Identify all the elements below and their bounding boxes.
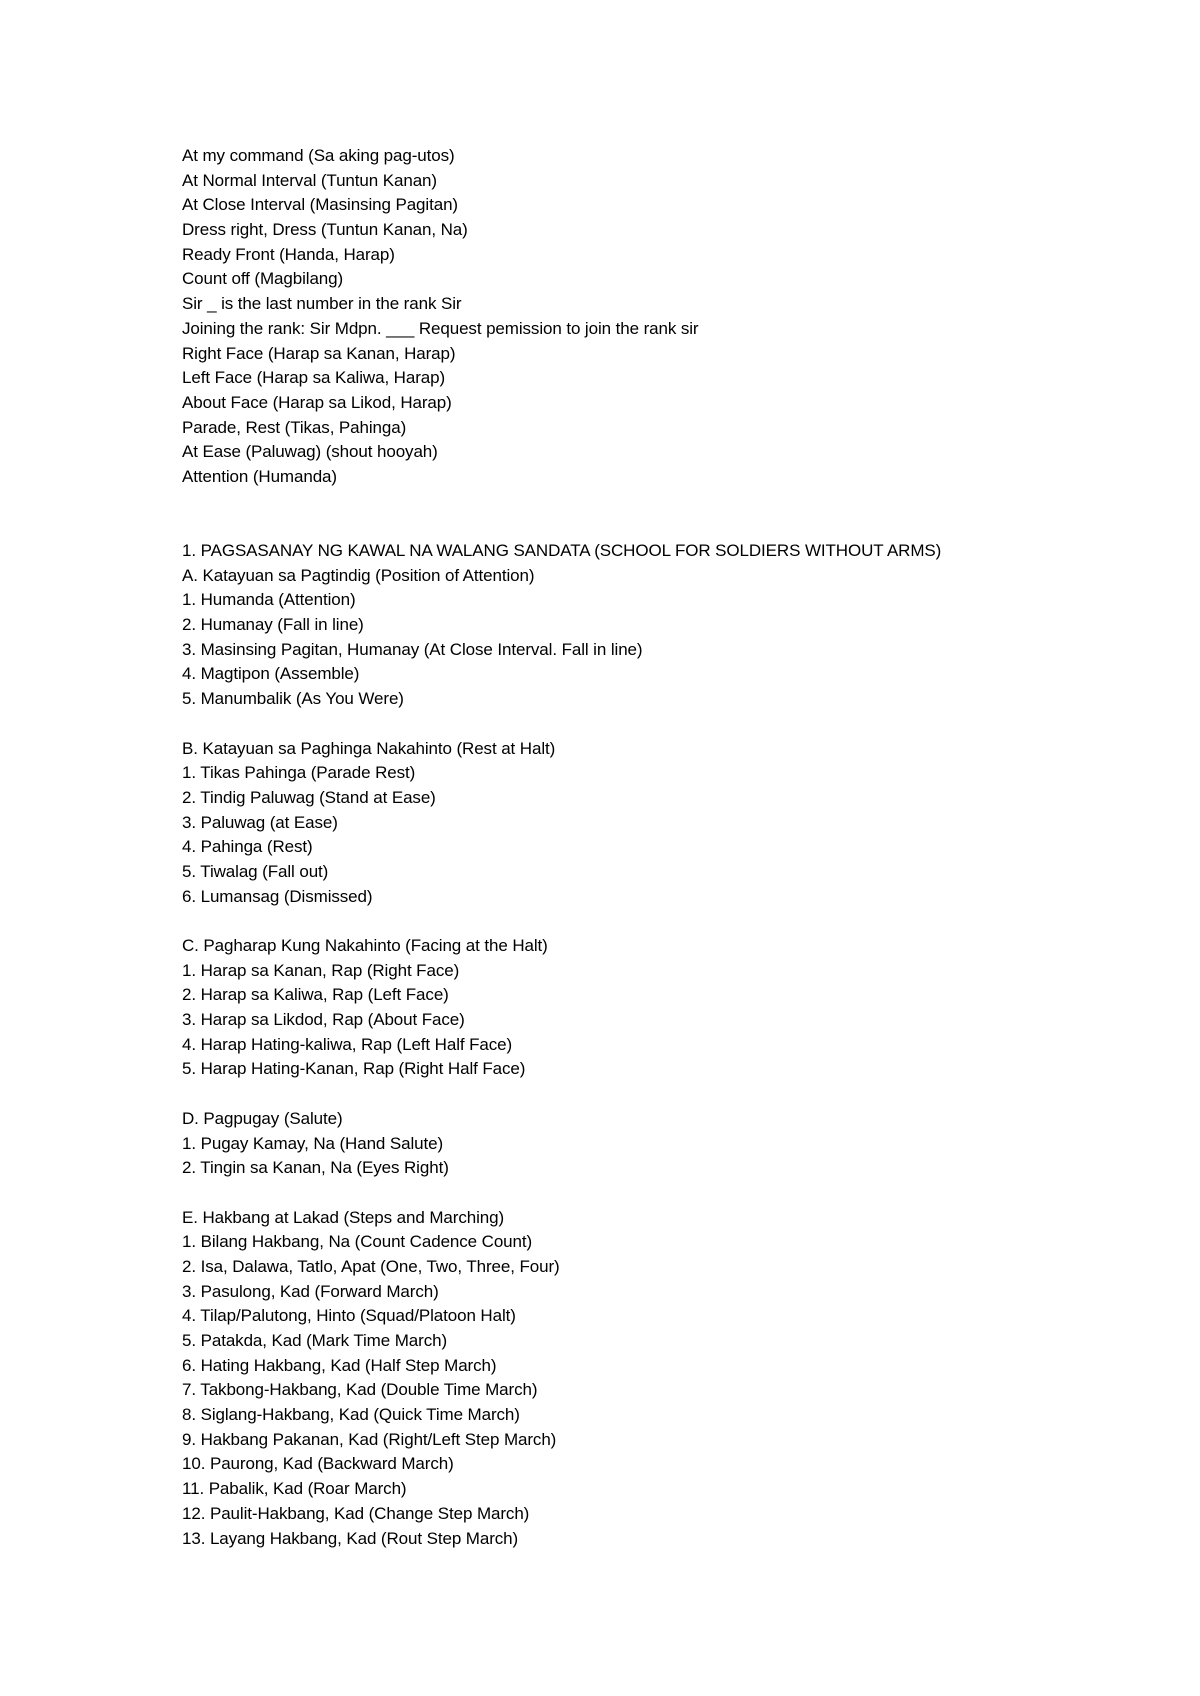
spacer xyxy=(182,1181,1182,1206)
list-item: 1. Humanda (Attention) xyxy=(182,590,356,610)
command-line: At Close Interval (Masinsing Pagitan) xyxy=(182,195,458,215)
list-item: 3. Pasulong, Kad (Forward March) xyxy=(182,1281,439,1301)
list-item: 1. Tikas Pahinga (Parade Rest) xyxy=(182,763,416,783)
section-heading: B. Katayuan sa Paghinga Nakahinto (Rest at Halt) xyxy=(182,738,556,758)
command-list xyxy=(182,144,1182,490)
list-item: 11. Pabalik, Kad (Roar March) xyxy=(182,1479,407,1499)
list-item: 10. Paurong, Kad (Backward March) xyxy=(182,1454,454,1474)
section-c xyxy=(182,934,1182,1082)
list-item: 3. Harap sa Likdod, Rap (About Face) xyxy=(182,1010,465,1030)
list-item: 6. Hating Hakbang, Kad (Half Step March) xyxy=(182,1355,497,1375)
list-item: 6. Lumansag (Dismissed) xyxy=(182,886,373,906)
list-item: 4. Pahinga (Rest) xyxy=(182,837,313,857)
list-item: 5. Patakda, Kad (Mark Time March) xyxy=(182,1331,448,1351)
list-item: 4. Tilap/Palutong, Hinto (Squad/Platoon Halt) xyxy=(182,1306,516,1326)
section-b xyxy=(182,737,1182,910)
list-item: 5. Manumbalik (As You Were) xyxy=(182,689,404,709)
command-line: Ready Front (Handa, Harap) xyxy=(182,244,395,264)
list-item: 9. Hakbang Pakanan, Kad (Right/Left Step March) xyxy=(182,1429,557,1449)
list-item: 3. Masinsing Pagitan, Humanay (At Close Interval. Fall in line) xyxy=(182,639,643,659)
list-item: 2. Tindig Paluwag (Stand at Ease) xyxy=(182,787,436,807)
section-a xyxy=(182,564,1182,712)
command-line: Left Face (Harap sa Kaliwa, Harap) xyxy=(182,368,446,388)
list-item: 2. Isa, Dalawa, Tatlo, Apat (One, Two, Three, Four) xyxy=(182,1256,560,1276)
list-item: 8. Siglang-Hakbang, Kad (Quick Time March) xyxy=(182,1405,520,1425)
command-line: Sir _ is the last number in the rank Sir xyxy=(182,294,462,314)
spacer xyxy=(182,490,1182,539)
section-heading: D. Pagpugay (Salute) xyxy=(182,1108,343,1128)
section-heading: A. Katayuan sa Pagtindig (Position of Attention) xyxy=(182,565,535,585)
command-line: At Normal Interval (Tuntun Kanan) xyxy=(182,170,437,190)
command-line: Attention (Humanda) xyxy=(182,466,337,486)
list-item: 1. Harap sa Kanan, Rap (Right Face) xyxy=(182,960,460,980)
section-heading: C. Pagharap Kung Nakahinto (Facing at the Halt) xyxy=(182,936,548,956)
spacer xyxy=(182,1082,1182,1107)
list-item: 13. Layang Hakbang, Kad (Rout Step March) xyxy=(182,1528,519,1548)
command-line: At Ease (Paluwag) (shout hooyah) xyxy=(182,442,438,462)
list-item: 1. Pugay Kamay, Na (Hand Salute) xyxy=(182,1133,444,1153)
list-item: 12. Paulit-Hakbang, Kad (Change Step March) xyxy=(182,1503,530,1523)
list-item: 3. Paluwag (at Ease) xyxy=(182,812,338,832)
list-item: 7. Takbong-Hakbang, Kad (Double Time March) xyxy=(182,1380,538,1400)
command-line: Right Face (Harap sa Kanan, Harap) xyxy=(182,343,456,363)
main-title: 1. PAGSASANAY NG KAWAL NA WALANG SANDATA (SCHOOL FOR SOLDIERS WITHOUT ARMS) xyxy=(182,541,942,561)
spacer xyxy=(182,712,1182,737)
command-line: Parade, Rest (Tikas, Pahinga) xyxy=(182,417,407,437)
list-item: 5. Tiwalag (Fall out) xyxy=(182,861,329,881)
list-item: 2. Humanay (Fall in line) xyxy=(182,615,364,635)
document-page xyxy=(182,144,1182,1551)
section-e xyxy=(182,1206,1182,1552)
command-line: At my command (Sa aking pag-utos) xyxy=(182,146,455,165)
list-item: 4. Harap Hating-kaliwa, Rap (Left Half Face) xyxy=(182,1034,513,1054)
command-line: Dress right, Dress (Tuntun Kanan, Na) xyxy=(182,220,468,240)
command-line: Count off (Magbilang) xyxy=(182,269,344,289)
command-line: Joining the rank: Sir Mdpn. ___ Request pemission to join the rank sir xyxy=(182,318,699,338)
list-item: 1. Bilang Hakbang, Na (Count Cadence Count) xyxy=(182,1232,533,1252)
section-heading: E. Hakbang at Lakad (Steps and Marching) xyxy=(182,1207,505,1227)
section-d xyxy=(182,1107,1182,1181)
list-item: 4. Magtipon (Assemble) xyxy=(182,664,360,684)
command-line: About Face (Harap sa Likod, Harap) xyxy=(182,392,452,412)
spacer xyxy=(182,909,1182,934)
list-item: 2. Harap sa Kaliwa, Rap (Left Face) xyxy=(182,985,449,1005)
list-item: 5. Harap Hating-Kanan, Rap (Right Half Face) xyxy=(182,1059,526,1079)
list-item: 2. Tingin sa Kanan, Na (Eyes Right) xyxy=(182,1158,449,1178)
